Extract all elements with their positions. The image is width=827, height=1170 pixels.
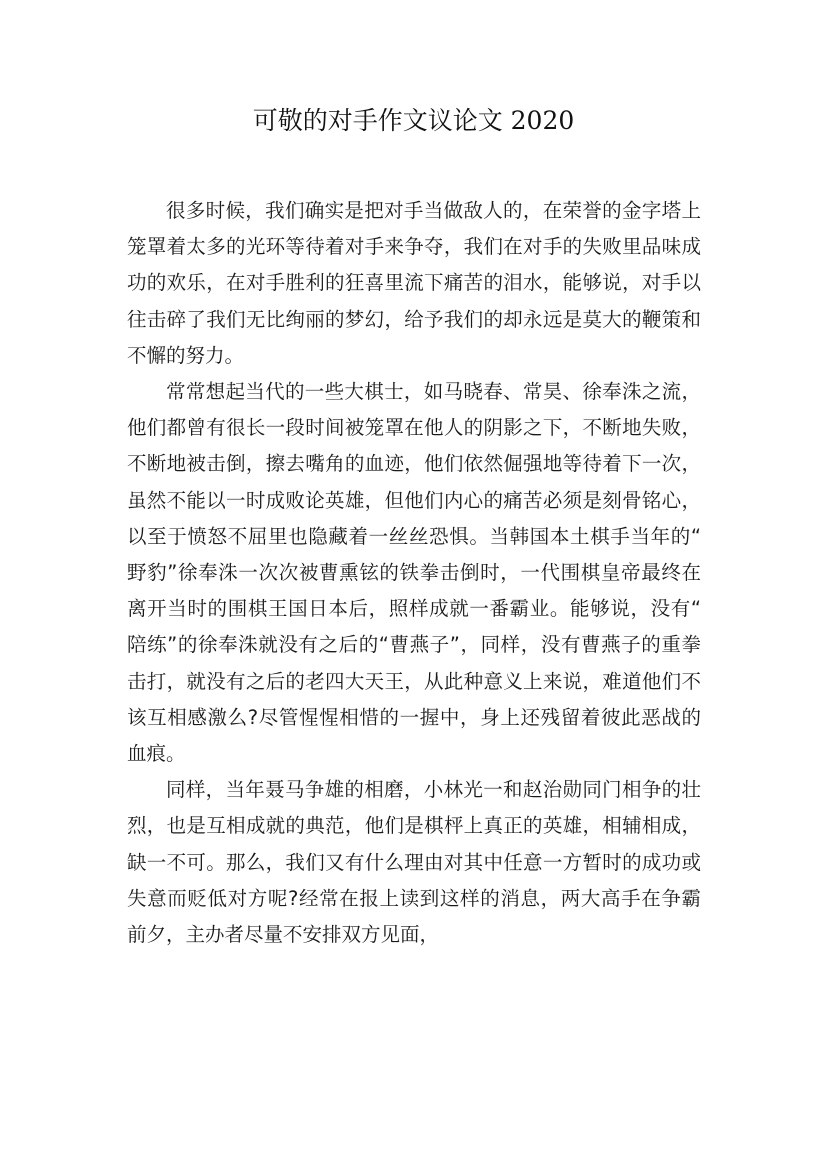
paragraph-2: 常常想起当代的一些大棋士，如马晓春、常昊、徐奉洙之流，他们都曾有很长一段时间被笼罩在他人的阴影之下，不断地失败，不断地被击倒，擦去嘴角的血迹，他们依然倔强地等待着下一次，虽然不能以一时成败论英雄，但他们内心的痛苦必须是刻骨铭心，以至于愤怒不屈里也隐藏着一丝丝恐惧。当韩国本土棋手当年的“野豹”徐奉洙一次次被曹熏铉的铁拳击倒时，一代围棋皇帝最终在离开当时的围棋王国日本后，照样成就一番霸业。能够说，没有“陪练”的徐奉洙就没有之后的“曹燕子”，同样，没有曹燕子的重拳击打，就没有之后的老四大天王，从此种意义上来说，难道他们不该互相感激么?尽管惺惺相惜的一握中，身上还残留着彼此恶战的血痕。 bbox=[127, 380, 701, 766]
paragraph-1: 很多时候，我们确实是把对手当做敌人的，在荣誉的金字塔上笼罩着太多的光环等待着对手来争夺，我们在对手的失败里品味成功的欢乐，在对手胜利的狂喜里流下痛苦的泪水，能够说，对手以往击碎了我们无比绚丽的梦幻，给予我们的却永远是莫大的鞭策和不懈的努力。 bbox=[127, 199, 701, 367]
paragraph-3: 同样，当年聂马争雄的相磨，小林光一和赵治勋同门相争的壮烈，也是互相成就的典范，他们是棋枰上真正的英雄，相辅相成，缺一不可。那么，我们又有什么理由对其中任意一方暂时的成功或失意而贬低对方呢?经常在报上读到这样的消息，两大高手在争霸前夕，主办者尽量不安排双方见面， bbox=[127, 778, 701, 947]
document-title: 可敬的对手作文议论文 2020 bbox=[252, 106, 575, 135]
document-body bbox=[127, 193, 701, 953]
